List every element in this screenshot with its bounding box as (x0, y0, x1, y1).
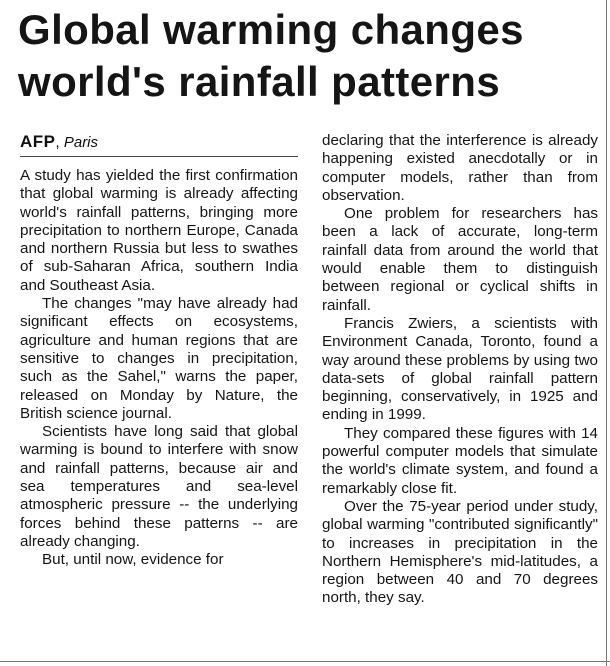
paragraph: The changes "may have already had significant effects on ecosystems, agriculture and human regions that are sensitive to changes in precipitation, such as the Sahel," warns the paper, released on Monday by Nature, the British science journal. (20, 295, 298, 422)
byline-divider (20, 156, 298, 157)
paragraph: One problem for researchers has been a lack of accurate, long-term rainfall data from around the world that would enable them to distinguish between regional or cyclical shifts in rainfall. (322, 205, 598, 314)
paragraph: They compared these figures with 14 powerful computer models that simulate the world's climate system, and found a remarkably close fit. (322, 424, 598, 497)
paragraph: A study has yielded the first confirmation that global warming is already affecting world's rainfall patterns, bringing more precipitation to northern Europe, Canada and northern Russia but less to swathes of sub-Saharan Africa, southern India and Southeast Asia. (20, 167, 298, 294)
right-column (322, 132, 598, 608)
byline (20, 133, 298, 152)
byline-city: Paris (63, 134, 99, 151)
byline-agency: AFP (20, 132, 56, 151)
left-column (20, 167, 298, 570)
paragraph: Scientists have long said that global warming is bound to interfere with snow and rainfall patterns, because air and sea temperatures and sea-level atmospheric pressure -- the underlying forces behind these patterns -- are already changing. (20, 423, 298, 550)
paragraph: Over the 75-year period under study, global warming "contributed significantly" to increases in precipitation in the Northern Hemisphere's mid-latitudes, a region between 40 and 70 degrees north, they say. (322, 497, 598, 607)
clipping-edge-right (606, 0, 607, 666)
paragraph: But, until now, evidence for (42, 551, 224, 569)
paragraph: Francis Zwiers, a scientists with Environment Canada, Toronto, found a way around these problems by using two data-sets of global rainfall pattern beginning, conservatively, in 1925 and ending in 1999. (322, 314, 598, 424)
byline-separator: , (55, 134, 64, 151)
headline: Global warming changes world's rainfall patterns (18, 6, 524, 105)
clipping-edge-bottom (0, 661, 610, 662)
paragraph: declaring that the interference is already happening existed anecdotally or in computer models, rather than from observation. (322, 132, 598, 204)
